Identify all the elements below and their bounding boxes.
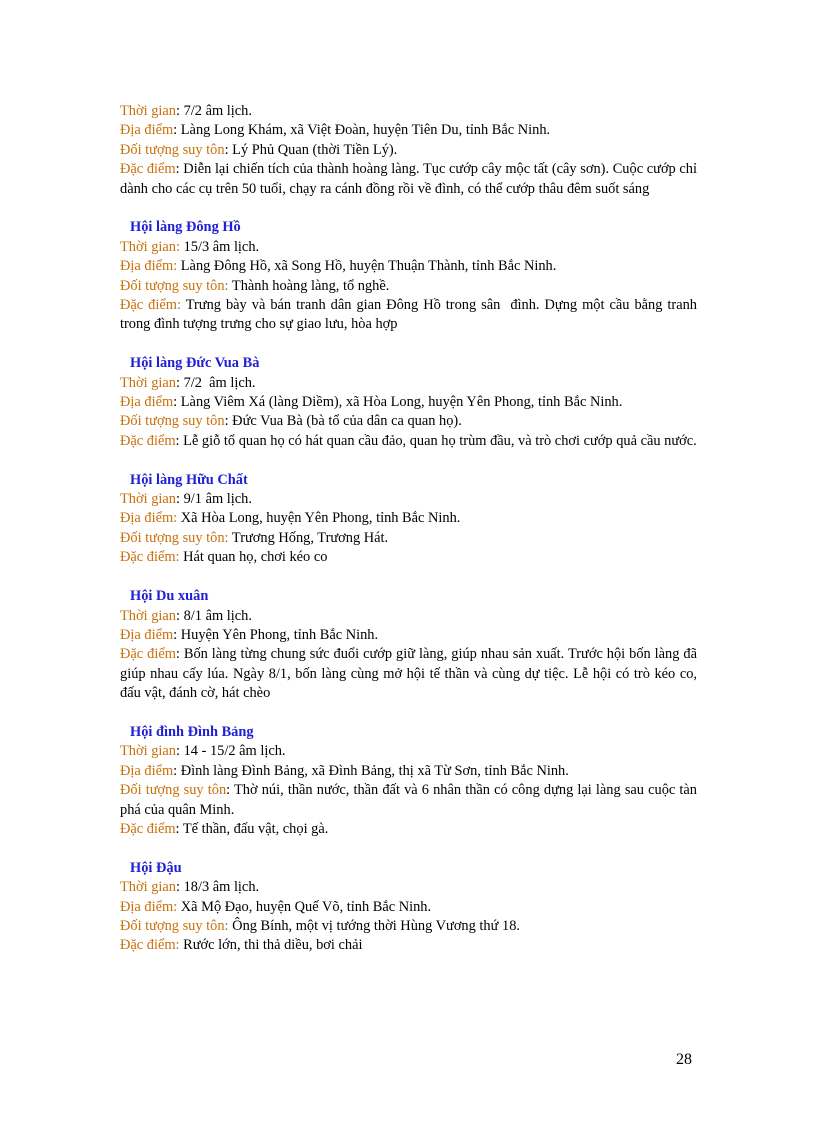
info-row [120,257,697,276]
info-row [120,917,697,936]
info-value: 15/3 âm lịch. [183,238,260,255]
info-row [120,296,701,335]
info-label: Đặc điểm: [120,549,180,566]
info-value: Tế thần, đấu vật, chọi gà. [182,820,329,837]
info-row [120,412,697,431]
info-label: Địa điểm [120,626,174,643]
info-label: Đối tượng suy tôn: [120,529,229,546]
info-row [120,898,697,917]
info-value: Bốn làng từng chung sức đuổi cướp giữ làng, giúp nhau sản xuất. Trước hội bốn làng đã giúp nhau cấy lúa. Ngày 8/1, bốn làng cùng mở hội tế thần và cùng dự tiệc. Lễ hội có trò kéo co, đấu vật, đánh cờ, hát chèo [120,646,701,702]
info-label: Thời gian [120,607,176,624]
info-separator: : [175,879,184,896]
info-separator: : [173,762,181,779]
info-separator: : [173,626,181,643]
info-row [120,121,697,140]
info-label: Đặc điểm: [120,937,180,954]
info-separator: : [175,374,184,391]
info-label: Đặc điểm [120,820,176,837]
festival-title: Hội làng Hữu Chất [130,471,248,488]
info-separator: : [175,491,184,508]
info-label: Đối tượng suy tôn [120,782,227,799]
info-label: Đối tượng suy tôn: [120,917,229,934]
info-value: Ông Bính, một vị tướng thời Hùng Vương thứ 18. [232,917,520,934]
festival-entry [120,218,701,334]
info-label: Địa điểm: [120,258,178,275]
festival-entry [120,471,697,568]
info-row [120,432,697,451]
document-body [120,102,701,975]
festival-title: Hội làng Đức Vua Bà [130,355,260,372]
info-label: Đặc điểm [120,161,176,178]
info-label: Đặc điểm [120,432,176,449]
info-separator: : [175,743,184,760]
info-value: 18/3 âm lịch. [183,879,260,896]
info-row [120,936,697,955]
info-row [120,626,697,645]
info-value: 7/2 âm lịch. [183,103,252,119]
info-row [120,607,697,626]
info-label: Đối tượng suy tôn [120,141,225,158]
info-row [120,548,697,567]
info-value: Lễ giỗ tổ quan họ có hát quan cầu đảo, quan họ trùm đầu, và trò chơi cướp quả cầu nước. [183,432,697,449]
info-row [120,238,697,257]
info-separator: : [224,141,233,158]
info-value: Huyện Yên Phong, tỉnh Bắc Ninh. [180,626,379,643]
info-row [120,878,697,897]
info-row [120,490,697,509]
info-label: Thời gian [120,879,176,896]
info-label: Địa điểm [120,394,174,411]
festival-entry [120,723,701,839]
info-separator: : [175,646,184,663]
info-value: Làng Đông Hồ, xã Song Hồ, huyện Thuận Thành, tỉnh Bắc Ninh. [180,258,557,275]
info-separator: : [173,122,181,139]
info-row [120,762,697,781]
info-row [120,645,701,703]
info-label: Đặc điểm [120,646,176,663]
festival-title: Hội đình Đình Bảng [130,723,254,740]
info-value: 14 - 15/2 âm lịch. [183,743,286,760]
info-separator: : [224,413,233,430]
info-separator: : [173,394,181,411]
festival-title: Hội làng Đông Hồ [130,219,241,236]
info-row [120,820,697,839]
info-value: Rước lớn, thi thả diều, bơi chải [183,937,363,954]
info-value: Làng Viêm Xá (làng Diềm), xã Hòa Long, huyện Yên Phong, tỉnh Bắc Ninh. [180,394,623,411]
info-row [120,529,697,548]
info-row [120,141,697,160]
info-value: Thờ núi, thần nước, thần đất và 6 nhân thần có công dựng lại làng sau cuộc tàn phá của quân Minh. [120,782,701,818]
festival-entry [120,354,697,451]
info-label: Thời gian: [120,238,180,255]
info-separator: : [175,607,184,624]
info-separator: : [226,782,235,799]
info-value: 9/1 âm lịch. [183,491,252,508]
info-label: Địa điểm [120,122,174,139]
info-value: Làng Long Khám, xã Việt Đoàn, huyện Tiên Du, tỉnh Bắc Ninh. [180,122,551,139]
info-label: Thời gian [120,374,176,391]
info-label: Địa điểm: [120,898,178,915]
info-label: Thời gian [120,491,176,508]
info-label: Địa điểm: [120,510,178,527]
info-label: Thời gian [120,103,176,119]
festival-entry [120,859,697,956]
festival-title: Hội Đậu [130,859,182,876]
info-row [120,509,697,528]
info-row [120,781,701,820]
info-value: Lý Phủ Quan (thời Tiền Lý). [232,141,398,158]
info-separator: : [175,103,184,119]
info-row [120,393,697,412]
info-row [120,374,697,393]
info-value: Đức Vua Bà (bà tổ của dân ca quan họ). [232,413,462,430]
info-value: Trương Hống, Trương Hát. [231,529,389,546]
info-label: Địa điểm [120,762,174,779]
info-value: Diễn lại chiến tích của thành hoàng làng. Tục cướp cây mộc tất (cây sơn). Cuộc cướp chỉ dành cho các cụ trên 50 tuổi, chạy ra cánh đồng rồi về đình, có thể cướp thâu đêm suốt sáng [120,161,701,197]
info-label: Thời gian [120,743,176,760]
info-value: Đình làng Đình Bảng, xã Đình Bảng, thị xã Từ Sơn, tỉnh Bắc Ninh. [180,762,569,779]
info-label: Đối tượng suy tôn: [120,277,229,294]
festival-title: Hội Du xuân [130,588,209,605]
info-value: Hát quan họ, chơi kéo co [183,549,328,566]
info-row [120,160,701,199]
info-row [120,102,697,121]
info-label: Đặc điểm: [120,297,181,314]
info-separator: : [175,820,183,837]
info-value: 7/2 âm lịch. [183,374,256,391]
info-row [120,742,697,761]
info-value: Thành hoàng làng, tổ nghề. [231,277,390,294]
info-row [120,277,697,296]
info-separator: : [175,161,184,178]
info-value: Trưng bày và bán tranh dân gian Đông Hồ trong sân đình. Dựng một cầu bằng tranh trong đình tượng trưng cho sự giao lưu, hòa hợp [120,297,701,333]
info-label: Đối tượng suy tôn [120,413,225,430]
festival-entry [120,102,701,199]
info-value: Xã Hòa Long, huyện Yên Phong, tỉnh Bắc Ninh. [180,510,461,527]
info-value: 8/1 âm lịch. [183,607,252,624]
info-separator: : [175,432,184,449]
info-value: Xã Mộ Đạo, huyện Quế Võ, tỉnh Bắc Ninh. [180,898,432,915]
page-number: 28 [676,1051,692,1068]
festival-entry [120,587,701,703]
